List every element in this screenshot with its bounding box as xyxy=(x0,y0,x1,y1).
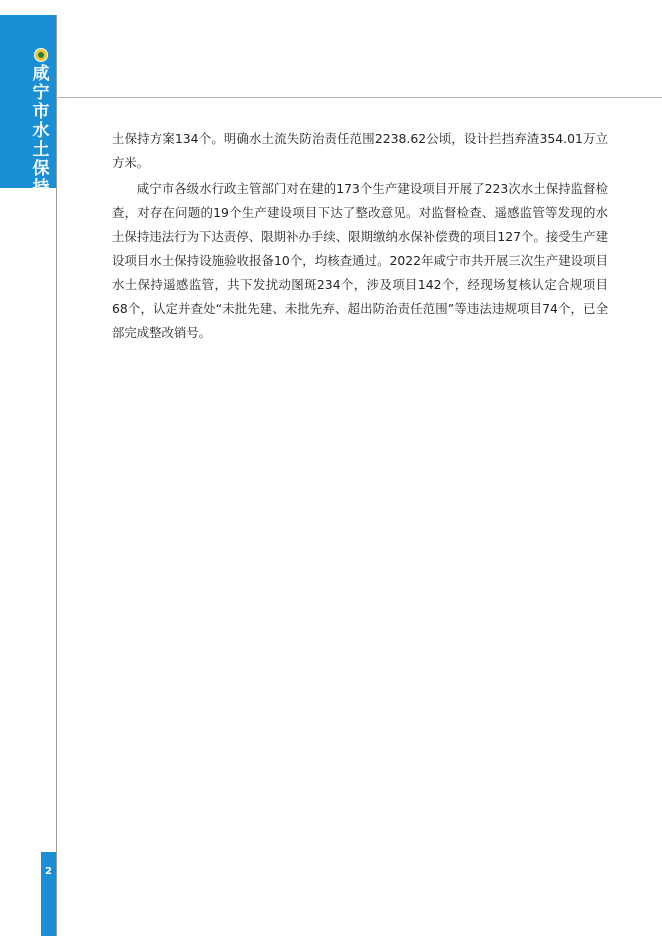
header-rule xyxy=(56,97,662,98)
page-number: 2 xyxy=(45,866,52,877)
paragraph: 咸宁市各级水行政主管部门对在建的173个生产建设项目开展了223次水土保持监督检查，对存在问题的19个生产建设项目下达了整改意见。对监督检查、遥感监管等发现的水土保持违法行为下达责停、限期补办手续、限期缴纳水保补偿费的项目127个。接受生产建设项目水土保持设施验收报备10个，均核查通过。2022年咸宁市共开展三次生产建设项目水土保持遥感监管，共下发扰动图斑234个，涉及项目142个，经现场复核认定合规项目68个，认定并查处“未批先建、未批先弃、超出防治责任范围”等违法违规项目74个，已全部完成整改销号。 xyxy=(112,181,608,340)
emblem-icon xyxy=(34,48,48,62)
page-number-tab xyxy=(41,852,56,936)
sidebar-title-tab xyxy=(0,15,56,236)
document-body xyxy=(112,127,608,347)
left-margin-rule xyxy=(56,15,57,936)
publication-title: 咸宁市水土保持公报 xyxy=(32,64,50,236)
paragraph: 土保持方案134个。明确水土流失防治责任范围2238.62公顷，设计拦挡弃渣354.01万立方米。 xyxy=(112,131,608,170)
